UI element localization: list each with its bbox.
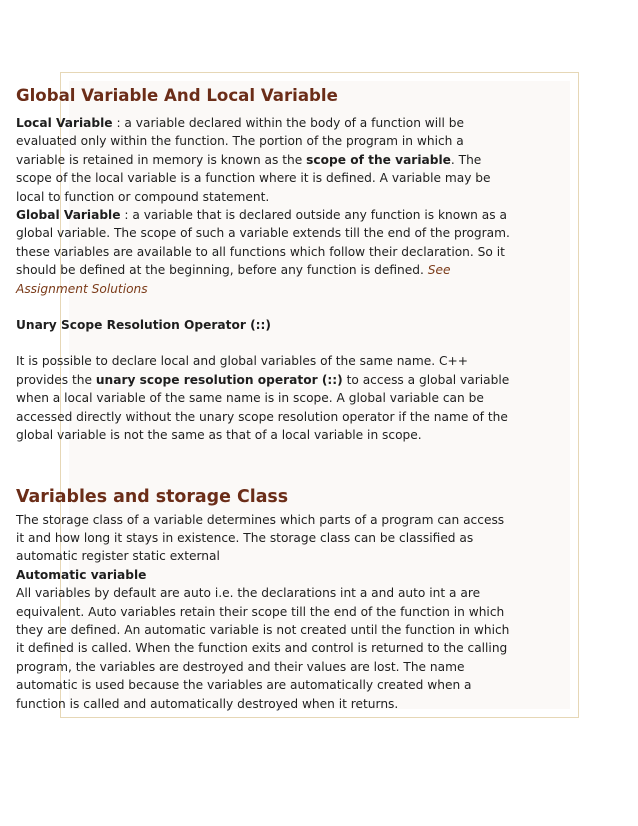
unary-scope-paragraph: [16, 352, 516, 444]
global-variable-definition: : a variable that is declared outside any function is known as a global variable. The scope of such a variable extends till the end of the program. these variables are available to all functions which follow their declaration. So it should be defined at the beginning, before any function is defined.: [16, 208, 510, 278]
automatic-variable-heading-text: Automatic variable: [16, 567, 147, 582]
scope-of-variable-term: scope of the variable: [306, 152, 451, 167]
article-content: [16, 84, 516, 713]
global-variable-term: Global Variable: [16, 208, 121, 223]
global-local-heading: Global Variable And Local Variable: [16, 86, 338, 105]
unary-scope-heading-text: Unary Scope Resolution Operator (::): [16, 318, 271, 333]
unary-text-1: It is possible to declare local and global variables of the same name. C++ provides the: [16, 354, 468, 387]
unary-scope-heading: [16, 316, 516, 334]
storage-class-paragraph: The storage class of a variable determines which parts of a program can access it and how long it stays in existence. The storage class can be classified as automatic register static external: [16, 512, 505, 564]
local-variable-term: Local Variable: [16, 116, 113, 130]
see-assignment-solutions-link[interactable]: See Assignment Solutions: [16, 263, 451, 296]
automatic-variable-heading: [16, 566, 516, 584]
variables-storage-heading: Variables and storage Class: [16, 486, 289, 507]
unary-operator-term: unary scope resolution operator (::): [95, 372, 343, 387]
global-variable-paragraph: [16, 206, 516, 298]
local-variable-definition-1: : a variable declared within the body of a function will be evaluated only within the function. The portion of the program in which a variable is retained in memory is known as the: [16, 116, 465, 167]
local-variable-definition-2: . The scope of the local variable is a function where it is defined. A variable may be local to function or compound statement.: [16, 152, 491, 204]
local-variable-paragraph: [16, 114, 516, 206]
unary-text-2: to access a global variable when a local variable of the same name is in scope. A global variable can be accessed directly without the unary scope resolution operator if the name of the global variable is not the same as that of a local variable in scope.: [16, 372, 510, 443]
automatic-variable-paragraph: All variables by default are auto i.e. the declarations int a and auto int a are equivalent. Auto variables retain their scope till the end of the function in which they are defined. An automatic variable is not created until the function in which it defined is called. When the function exits and control is returned to the calling program, the variables are destroyed and their values are lost. The name automatic is used because the variables are automatically created when a function is called and automatically destroyed when it returns.: [16, 586, 510, 711]
